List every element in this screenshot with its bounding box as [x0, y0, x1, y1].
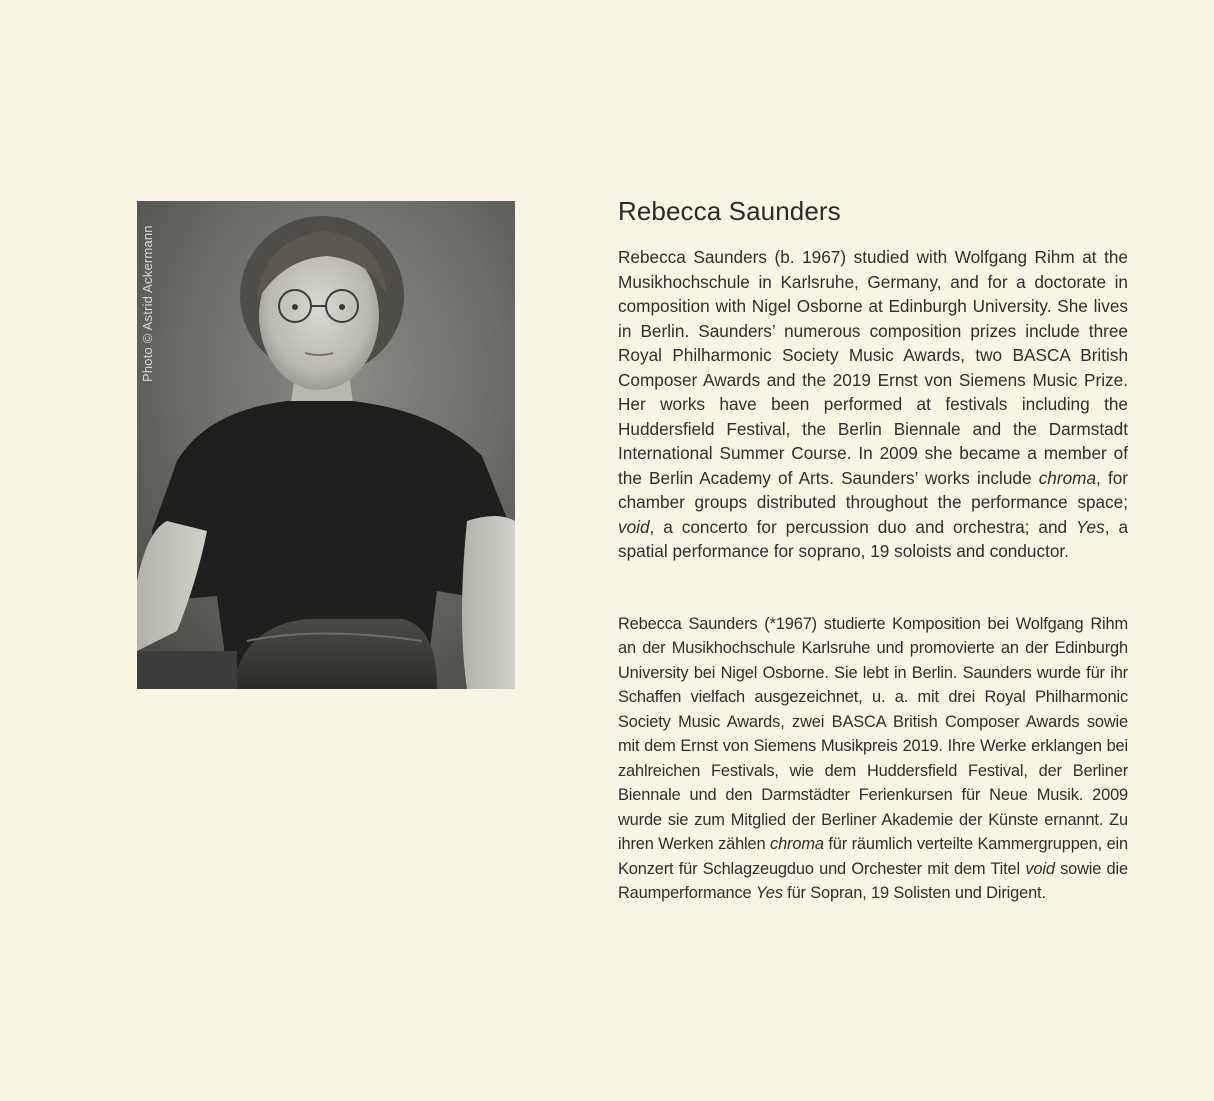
bio-de-text-1: Rebecca Saunders (*1967) studierte Komposition bei Wolfgang Rihm an der Musikhochschule Karlsruhe und promovierte an der Edinburgh University bei Nigel Osborne. Sie lebt in Berlin. Saunders wurde für ihr Schaffen vielfach ausgezeichnet, u. a. mit drei Royal Philharmonic Society Music Awards, zwei BASCA British Composer Awards sowie mit dem Ernst von Siemens Musikpreis 2019. Ihre Werke erklangen bei zahlreichen Festivals, wie dem Huddersfield Festival, der Berliner Biennale und den Darmstädter Ferienkursen für Neue Musik. 2009 wurde sie zum Mitglied der Berliner Akademie der Künste ernannt. Zu ihren Werken zählen — [618, 614, 1128, 853]
work-title-yes: Yes — [1076, 516, 1105, 537]
work-title-void: void — [618, 516, 650, 537]
bio-de-text-2: für räumlich verteilte Kammergruppen, ein Konzert für Schlagzeugduo und Orchester mit dem Titel — [618, 835, 1128, 878]
composer-name-title: Rebecca Saunders — [618, 196, 841, 226]
bio-de-text-4: für Sopran, 19 Solisten und Dirigent. — [782, 884, 1046, 902]
bio-en-text-3: , a concerto for percussion duo and orchestra; and — [649, 516, 1077, 537]
photo-credit: Photo © Astrid Ackermann — [140, 225, 155, 382]
werk-titel-chroma: chroma — [770, 835, 824, 853]
portrait-photo — [137, 201, 515, 689]
biography-english — [618, 245, 1128, 564]
bio-de-text-3: sowie die Raumperformance — [618, 859, 1128, 902]
bio-en-text-1: Rebecca Saunders (b. 1967) studied with Wolfgang Rihm at the Musikhochschule in Karlsruhe, Germany, and for a doctorate in composition with Nigel Osborne at Edinburgh University. She lives in Berlin. Saunders’ numerous composition prizes include three Royal Philharmonic Society Music Awards, two BASCA British Composer Awards and the 2019 Ernst von Siemens Music Prize. Her works have been performed at festivals including the Huddersfield Festival, the Berlin Biennale and the Darmstadt International Summer Course. In 2009 she became a member of the Berlin Academy of Arts. Saunders’ works include — [618, 247, 1128, 488]
werk-titel-void: void — [1025, 859, 1055, 878]
bio-en-text-2: , for chamber groups distributed throughout the performance space; — [618, 467, 1128, 512]
biography — [618, 196, 1128, 906]
bio-en-text-4: , a spatial performance for soprano, 19 soloists and conductor. — [618, 516, 1129, 561]
portrait-photo-graphic — [137, 201, 515, 689]
biography-german — [618, 612, 1128, 906]
work-title-chroma: chroma — [1038, 467, 1096, 488]
werk-titel-yes: Yes — [755, 884, 783, 902]
